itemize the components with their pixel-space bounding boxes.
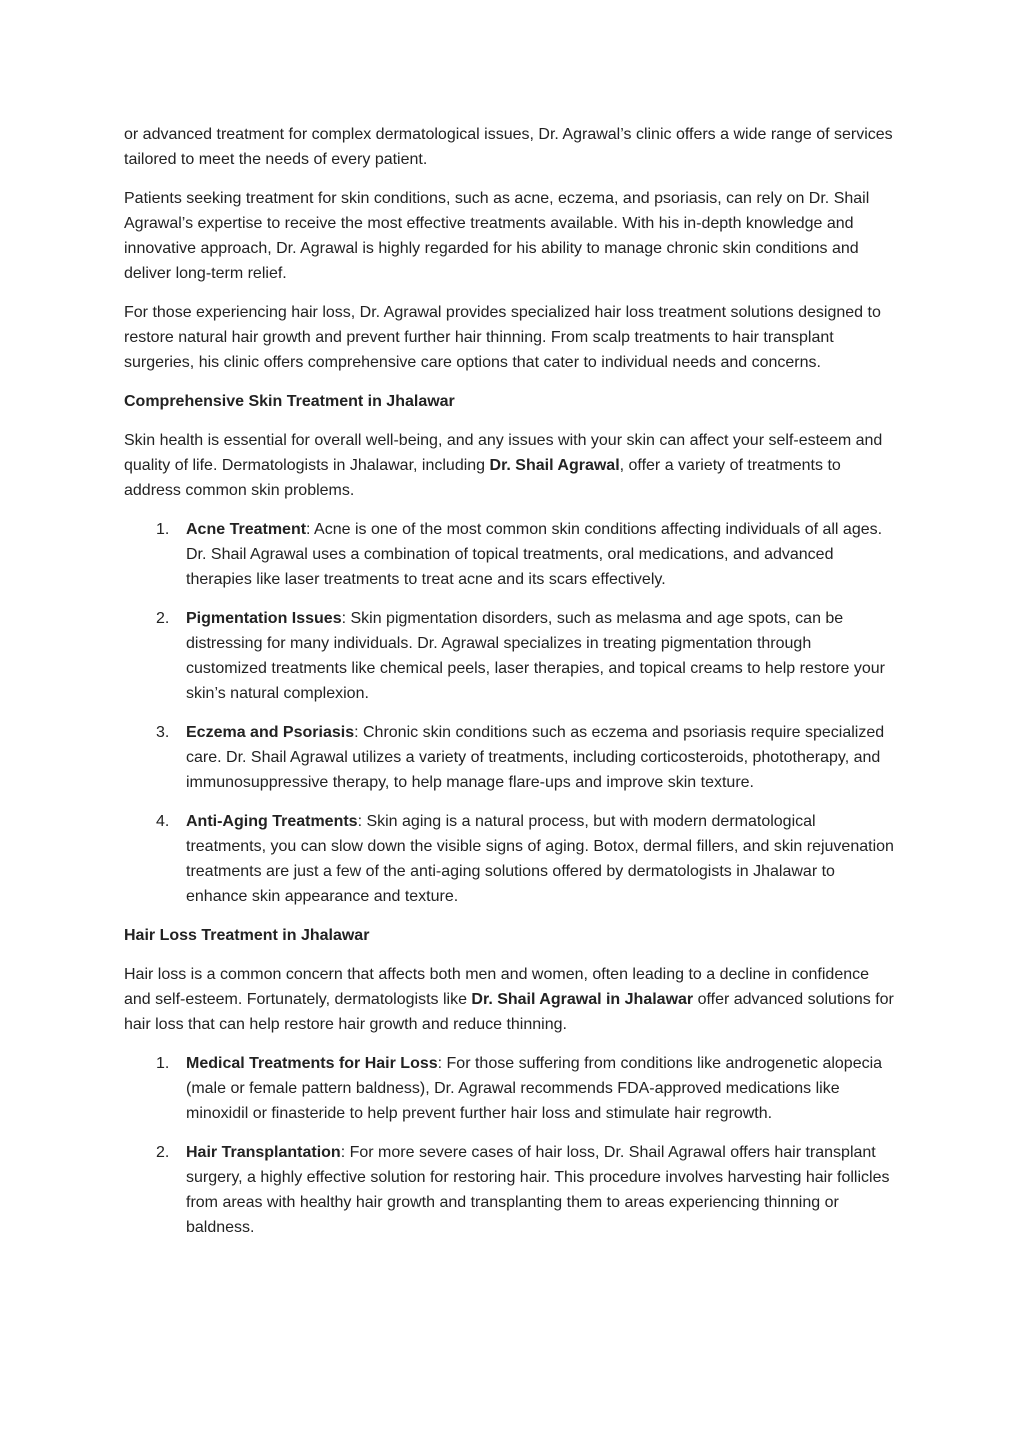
list-item-title: Anti-Aging Treatments xyxy=(186,812,358,830)
paragraph-text: , offer a variety of treatments to address common skin problems. xyxy=(124,456,841,499)
list-item-title: Medical Treatments for Hair Loss xyxy=(186,1054,438,1072)
list-number: 4. xyxy=(156,812,170,830)
list-item xyxy=(124,809,896,910)
list-number: 1. xyxy=(156,1054,170,1072)
intro-paragraph-1: or advanced treatment for complex dermatological issues, Dr. Agrawal’s clinic offers a wide range of services tailored to meet the needs of every patient. xyxy=(124,126,893,169)
skin-treatment-list xyxy=(124,517,896,910)
intro-paragraph-3: For those experiencing hair loss, Dr. Agrawal provides specialized hair loss treatment solutions designed to restore natural hair growth and prevent further hair thinning. From scalp treatments to hair transplant surgeries, his clinic offers comprehensive care options that cater to individual needs and concerns. xyxy=(124,304,881,372)
list-number: 2. xyxy=(156,609,170,627)
paragraph-text: Skin health is essential for overall well-being, and any issues with your skin can affect your self-esteem and quality of life. Dermatologists in Jhalawar, including xyxy=(124,431,883,474)
list-item xyxy=(124,1051,896,1127)
list-item-title: Eczema and Psoriasis xyxy=(186,723,355,741)
list-item xyxy=(124,606,896,707)
list-item xyxy=(124,1140,896,1241)
list-item-title: Hair Transplantation xyxy=(186,1143,341,1161)
list-number: 1. xyxy=(156,520,170,538)
list-number: 3. xyxy=(156,723,170,741)
doctor-name: Dr. Shail Agrawal in Jhalawar xyxy=(471,990,694,1008)
paragraph-text: offer advanced solutions for hair loss that can help restore hair growth and reduce thinning. xyxy=(124,990,894,1033)
hair-section-heading: Hair Loss Treatment in Jhalawar xyxy=(124,927,370,944)
list-item xyxy=(124,517,896,593)
list-item-text: : For those suffering from conditions like androgenetic alopecia (male or female pattern baldness), Dr. Agrawal recommends FDA-approved medications like minoxidil or finasteride to help prevent further hair loss and stimulate hair regrowth. xyxy=(186,1054,883,1122)
list-item xyxy=(124,720,896,796)
paragraph-text: Hair loss is a common concern that affects both men and women, often leading to a decline in confidence and self-esteem. Fortunately, dermatologists like xyxy=(124,965,870,1008)
list-item-title: Pigmentation Issues xyxy=(186,609,342,627)
document-page xyxy=(124,122,896,1254)
skin-section-heading: Comprehensive Skin Treatment in Jhalawar xyxy=(124,393,455,410)
list-item-title: Acne Treatment xyxy=(186,520,307,538)
skin-section-paragraph xyxy=(124,428,896,504)
list-item-text: : Chronic skin conditions such as eczema and psoriasis require specialized care. Dr. Shail Agrawal utilizes a variety of treatments, including corticosteroids, phototherapy, and immunosuppressive therapy, to help manage flare-ups and improve skin texture. xyxy=(186,723,885,792)
hair-treatment-list xyxy=(124,1051,896,1241)
list-item-text: : Skin aging is a natural process, but with modern dermatological treatments, you can slow down the visible signs of aging. Botox, dermal fillers, and skin rejuvenation treatments are just a few of the anti-aging solutions offered by dermatologists in Jhalawar to enhance skin appearance and texture. xyxy=(186,812,894,906)
hair-section-paragraph xyxy=(124,962,896,1038)
doctor-name: Dr. Shail Agrawal xyxy=(489,456,620,474)
list-item-text: : Acne is one of the most common skin conditions affecting individuals of all ages. Dr. Shail Agrawal uses a combination of topical treatments, oral medications, and advanced therapies like laser treatments to treat acne and its scars effectively. xyxy=(186,520,883,588)
intro-paragraph-2: Patients seeking treatment for skin conditions, such as acne, eczema, and psoriasis, can rely on Dr. Shail Agrawal’s expertise to receive the most effective treatments available. With his in-depth knowledge and innovative approach, Dr. Agrawal is highly regarded for his ability to manage chronic skin conditions and deliver long-term relief. xyxy=(124,189,870,283)
list-item-text: : For more severe cases of hair loss, Dr. Shail Agrawal offers hair transplant surgery, a highly effective solution for restoring hair. This procedure involves harvesting hair follicles from areas with healthy hair growth and transplanting them to areas experiencing thinning or baldness. xyxy=(186,1143,890,1237)
list-item-text: : Skin pigmentation disorders, such as melasma and age spots, can be distressing for many individuals. Dr. Agrawal specializes in treating pigmentation through customized treatments like chemical peels, laser therapies, and topical creams to help restore your skin’s natural complexion. xyxy=(186,609,885,703)
list-number: 2. xyxy=(156,1143,170,1161)
